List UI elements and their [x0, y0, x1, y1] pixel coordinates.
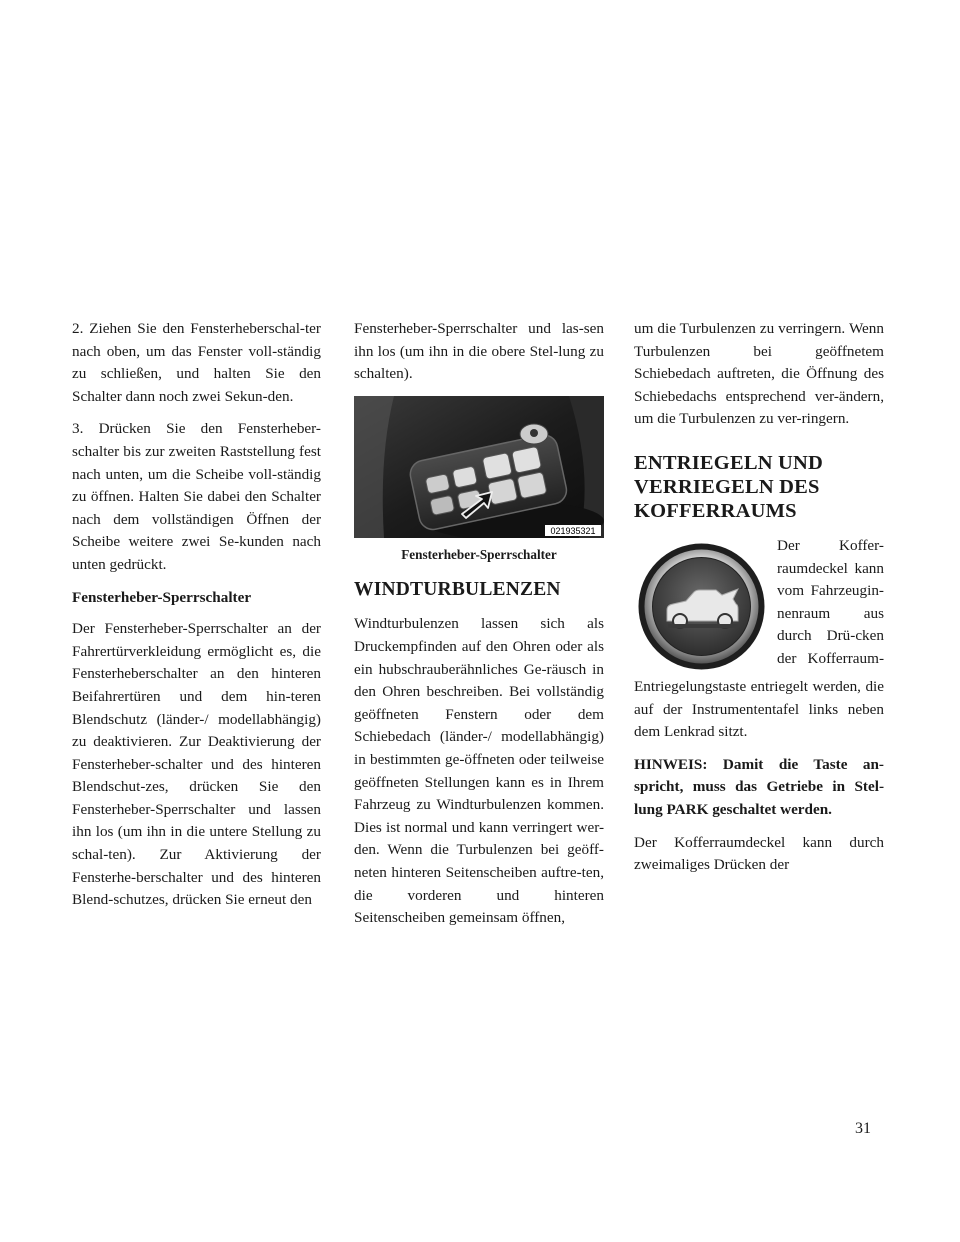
column-right [634, 318, 884, 887]
section-title-trunk [634, 451, 884, 523]
column-left [72, 318, 321, 922]
paragraph-step-3: 3. Drücken Sie den Fensterheber-schalter bis zur zweiten Raststellung fest nach unten, um die Scheibe voll-ständig zu öffnen. Halten Sie dabei den Schalter nach dem vollständigen Öffnen der Scheibe weitere zwei Se-kunden nach unten gedrückt. [72, 420, 321, 573]
paragraph-wind: Windturbulenzen lassen sich als Druckempfinden auf den Ohren oder als ein hubschrauberähnliches Ge-räusch in den Ohren beschreiben. Bei vollständig geöffneten Fenstern oder dem Schiebedach (länder-/ modellabhängig) in bestimmten ge-öffneten oder teilweise geöffneten Stellungen kann es in Ihrem Fahrzeug zu Windturbulenzen kommen. Dies ist normal und kann verringert wer-den. Wenn die Turbulenzen bei geöff-neten hinteren Seitenscheiben auftre-ten, die vorderen und hinteren Seitenscheiben gemeinsam öffnen, [354, 615, 604, 927]
photo-code: 021935321 [550, 525, 596, 536]
paragraph-trunk-release: Der Koffer-raumdeckel kann vom Fahrzeugin-nenraum aus durch Drü-cken der Kofferraum-Entriegelungstaste entriegelt werden, die auf der Instrumententafel links neben dem Lenkrad sitzt. [634, 536, 884, 741]
column-middle [354, 318, 604, 940]
section-title-trunk-line3: KOFFERRAUMS [634, 499, 797, 522]
trunk-release-block [634, 535, 884, 744]
trunk-release-button-icon [634, 539, 769, 674]
page-number: 31 [855, 1120, 871, 1137]
section-title-wind: WINDTURBULENZEN [354, 579, 561, 601]
window-switch-photo [354, 396, 604, 538]
paragraph-step-2: 2. Ziehen Sie den Fensterheberschal-ter nach oben, um das Fenster voll-ständig zu schließen, und halten Sie den Schalter dann noch zwei Sekun-den. [72, 320, 321, 405]
photo-caption: Fensterheber-Sperrschalter [401, 546, 557, 562]
paragraph-trunk-double-press: Der Kofferraumdeckel kann durch zweimaliges Drücken der [634, 833, 884, 874]
paragraph-wind-cont: um die Turbulenzen zu verringern. Wenn Turbulenzen bei geöffnetem Schiebedach auftreten, die Öffnung des Schiebedachs entsprechend ver-ändern, um die Turbulenzen zu ver-ringern. [634, 320, 884, 428]
section-title-trunk-line1: ENTRIEGELN UND [634, 451, 824, 474]
note-park: HINWEIS: Damit die Taste an-spricht, muss das Getriebe in Stel-lung PARK geschaltet werden. [634, 755, 884, 818]
paragraph-lock-switch: Der Fensterheber-Sperrschalter an der Fahrertürverkleidung ermöglicht es, die Fensterheberschalter an den hinteren Beifahrertüren und dem hin-teren Blendschutz (länder-/ modellabhängig) zu deaktivieren. Zur Deaktivierung der Fensterheber-schalter und des hinteren Blendschut-zes, drücken Sie den Fensterheber-Sperrschalter und lassen ihn los (um ihn in die untere Stellung zu schal-ten). Zur Aktivierung der Fensterhe-berschalter und des hinteren Blend-schutzes, drücken Sie erneut den [72, 620, 321, 909]
subheading-lock-switch: Fensterheber-Sperrschalter [72, 588, 252, 606]
section-title-trunk-line2: VERRIEGELN DES [634, 475, 820, 498]
paragraph-lock-switch-cont: Fensterheber-Sperrschalter und las-sen ihn los (um ihn in die obere Stel-lung zu schalten). [354, 320, 604, 383]
